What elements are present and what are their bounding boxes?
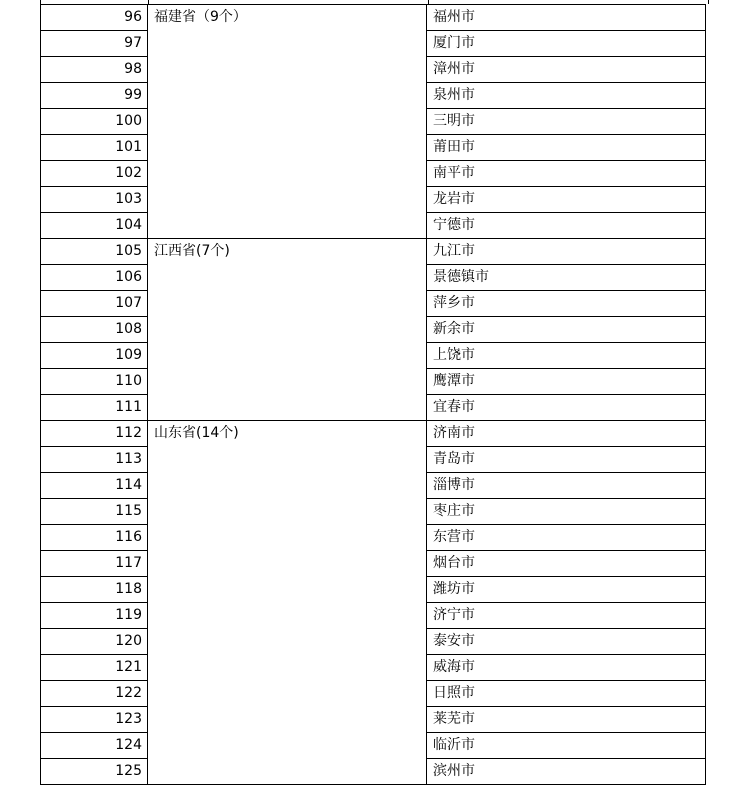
row-number-cell: 121 (41, 655, 148, 681)
city-cell: 济宁市 (427, 603, 706, 629)
row-number-cell: 110 (41, 369, 148, 395)
city-table-container (40, 4, 706, 785)
province-cell: 山东省(14个) (148, 421, 427, 785)
city-cell: 青岛市 (427, 447, 706, 473)
city-cell: 鹰潭市 (427, 369, 706, 395)
row-number-cell: 107 (41, 291, 148, 317)
row-number-cell: 124 (41, 733, 148, 759)
city-cell: 漳州市 (427, 57, 706, 83)
city-cell: 宁德市 (427, 213, 706, 239)
row-number-cell: 97 (41, 31, 148, 57)
row-number-cell: 99 (41, 83, 148, 109)
row-number-cell: 101 (41, 135, 148, 161)
row-number-cell: 108 (41, 317, 148, 343)
city-cell: 济南市 (427, 421, 706, 447)
row-number-cell: 102 (41, 161, 148, 187)
city-cell: 烟台市 (427, 551, 706, 577)
table-row (41, 5, 706, 31)
row-number-cell: 98 (41, 57, 148, 83)
row-number-cell: 104 (41, 213, 148, 239)
row-number-cell: 112 (41, 421, 148, 447)
province-cell: 江西省(7个) (148, 239, 427, 421)
table-row (41, 421, 706, 447)
city-cell: 泰安市 (427, 629, 706, 655)
city-cell: 龙岩市 (427, 187, 706, 213)
city-table-body (41, 5, 706, 785)
table-row (41, 239, 706, 265)
city-cell: 上饶市 (427, 343, 706, 369)
city-cell: 福州市 (427, 5, 706, 31)
city-cell: 滨州市 (427, 759, 706, 785)
row-number-cell: 106 (41, 265, 148, 291)
row-number-cell: 113 (41, 447, 148, 473)
row-number-cell: 118 (41, 577, 148, 603)
city-cell: 日照市 (427, 681, 706, 707)
city-cell: 宜春市 (427, 395, 706, 421)
city-cell: 泉州市 (427, 83, 706, 109)
row-number-cell: 116 (41, 525, 148, 551)
row-number-cell: 114 (41, 473, 148, 499)
row-number-cell: 117 (41, 551, 148, 577)
row-number-cell: 120 (41, 629, 148, 655)
city-cell: 三明市 (427, 109, 706, 135)
city-cell: 莆田市 (427, 135, 706, 161)
city-cell: 新余市 (427, 317, 706, 343)
row-number-cell: 100 (41, 109, 148, 135)
city-cell: 九江市 (427, 239, 706, 265)
city-cell: 枣庄市 (427, 499, 706, 525)
province-cell: 福建省（9个） (148, 5, 427, 239)
city-cell: 莱芜市 (427, 707, 706, 733)
row-number-cell: 115 (41, 499, 148, 525)
row-number-cell: 122 (41, 681, 148, 707)
row-number-cell: 96 (41, 5, 148, 31)
city-table (40, 4, 706, 785)
city-cell: 萍乡市 (427, 291, 706, 317)
row-number-cell: 105 (41, 239, 148, 265)
row-number-cell: 109 (41, 343, 148, 369)
row-number-cell: 111 (41, 395, 148, 421)
city-cell: 临沂市 (427, 733, 706, 759)
city-cell: 威海市 (427, 655, 706, 681)
city-cell: 淄博市 (427, 473, 706, 499)
row-number-cell: 103 (41, 187, 148, 213)
row-number-cell: 125 (41, 759, 148, 785)
city-cell: 厦门市 (427, 31, 706, 57)
city-cell: 南平市 (427, 161, 706, 187)
row-number-cell: 119 (41, 603, 148, 629)
city-cell: 潍坊市 (427, 577, 706, 603)
city-cell: 东营市 (427, 525, 706, 551)
row-number-cell: 123 (41, 707, 148, 733)
city-cell: 景德镇市 (427, 265, 706, 291)
